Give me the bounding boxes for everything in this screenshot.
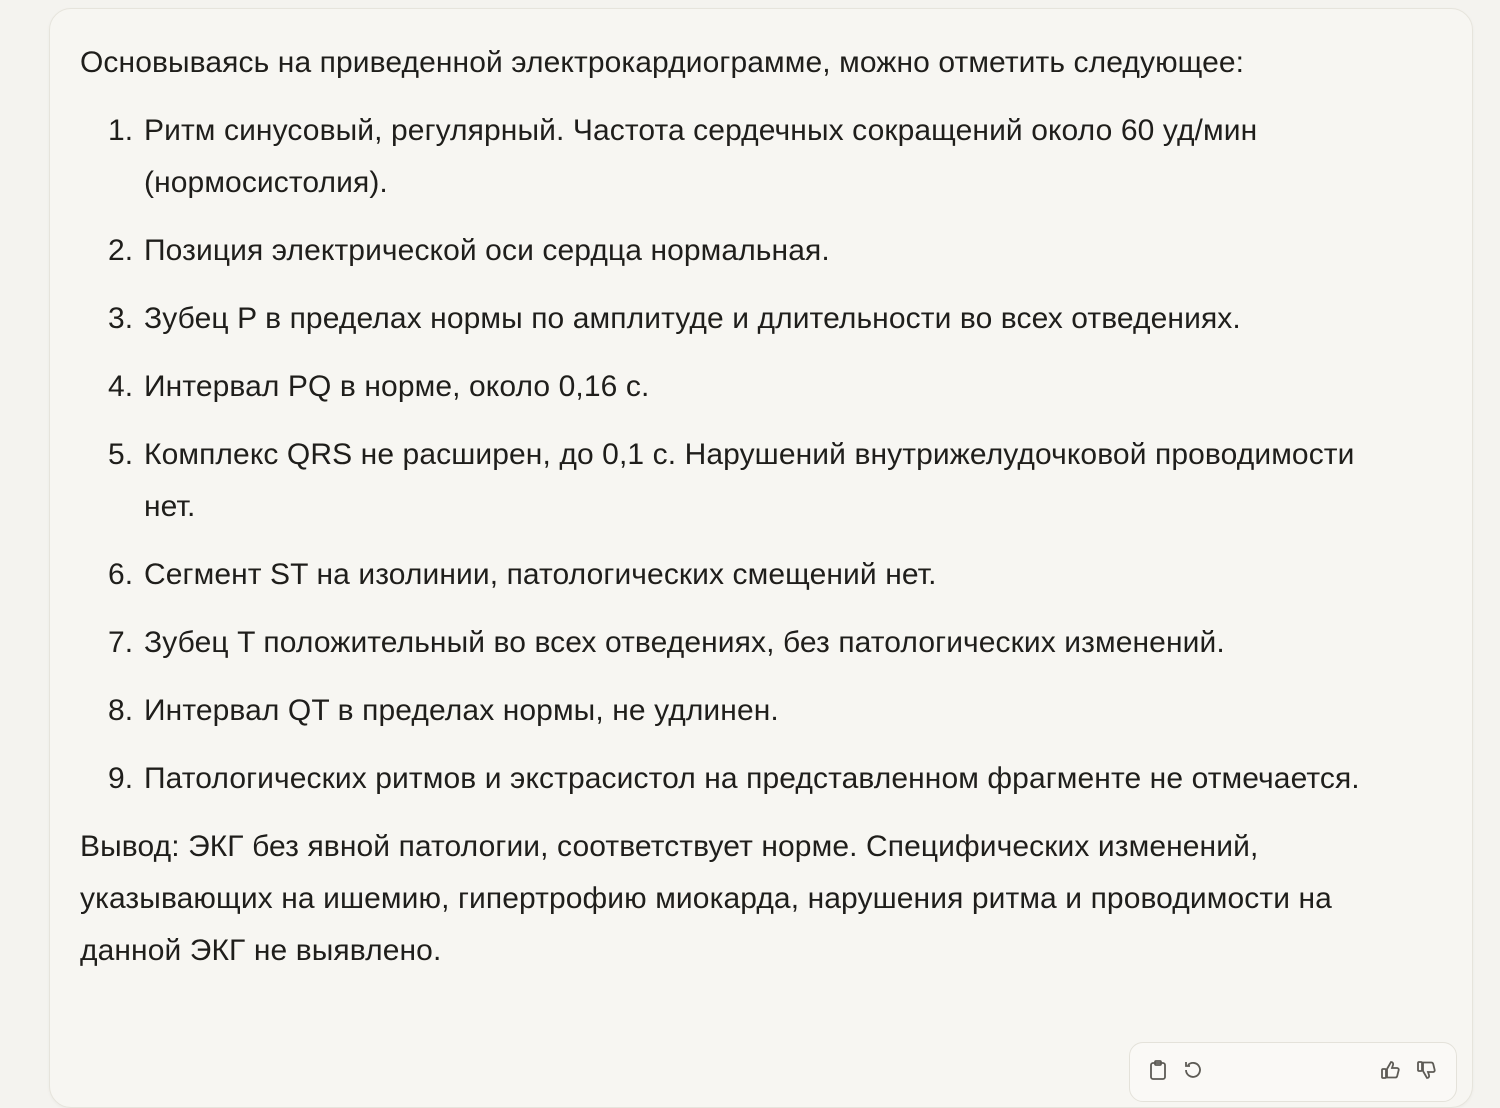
list-item (80, 685, 1410, 737)
thumbs-up-button[interactable] (1380, 1059, 1402, 1081)
copy-button[interactable] (1148, 1059, 1168, 1081)
list-item-text: Интервал QT в пределах нормы, не удлинен. (144, 694, 779, 727)
thumbs-up-icon (1380, 1059, 1402, 1081)
list-item-number: 9. (108, 762, 134, 795)
list-item-text: Ритм синусовый, регулярный. Частота сердечных сокращений около 60 уд/мин (нормосистолия). (144, 114, 1258, 199)
message-conclusion: Вывод: ЭКГ без явной патологии, соответствует норме. Специфических изменений, указывающих на ишемию, гипертрофию миокарда, нарушения ритма и проводимости на данной ЭКГ не выявлено. (80, 830, 1332, 967)
list-item (80, 753, 1410, 805)
findings-list (80, 105, 1410, 805)
list-item (80, 293, 1410, 345)
list-item (80, 549, 1410, 601)
retry-button[interactable] (1182, 1059, 1204, 1081)
list-item-number: 6. (108, 558, 134, 591)
list-item-text: Зубец P в пределах нормы по амплитуде и длительности во всех отведениях. (144, 302, 1241, 335)
list-item (80, 105, 1410, 209)
retry-icon (1182, 1059, 1204, 1081)
assistant-message-card (49, 8, 1473, 1108)
clipboard-icon (1148, 1059, 1168, 1081)
message-content (80, 39, 1410, 977)
list-item (80, 225, 1410, 277)
list-item-text: Сегмент ST на изолинии, патологических смещений нет. (144, 558, 937, 591)
list-item-text: Патологических ритмов и экстрасистол на представленном фрагменте не отмечается. (144, 762, 1360, 795)
thumbs-down-icon (1416, 1059, 1438, 1081)
list-item-text: Зубец T положительный во всех отведениях, без патологических изменений. (144, 626, 1225, 659)
list-item-text: Комплекс QRS не расширен, до 0,1 с. Нарушений внутрижелудочковой проводимости нет. (144, 438, 1355, 523)
list-item-number: 4. (108, 370, 134, 403)
list-item-number: 3. (108, 302, 134, 335)
message-actions-bar (1129, 1042, 1457, 1102)
list-item-number: 1. (108, 114, 134, 147)
list-item (80, 361, 1410, 413)
list-item-number: 5. (108, 438, 134, 471)
list-item (80, 429, 1410, 533)
list-item (80, 617, 1410, 669)
message-intro: Основываясь на приведенной электрокардиограмме, можно отметить следующее: (80, 46, 1245, 79)
list-item-number: 7. (108, 626, 134, 659)
list-item-number: 2. (108, 234, 134, 267)
list-item-number: 8. (108, 694, 134, 727)
thumbs-down-button[interactable] (1416, 1059, 1438, 1081)
list-item-text: Позиция электрической оси сердца нормальная. (144, 234, 830, 267)
list-item-text: Интервал PQ в норме, около 0,16 с. (144, 370, 650, 403)
